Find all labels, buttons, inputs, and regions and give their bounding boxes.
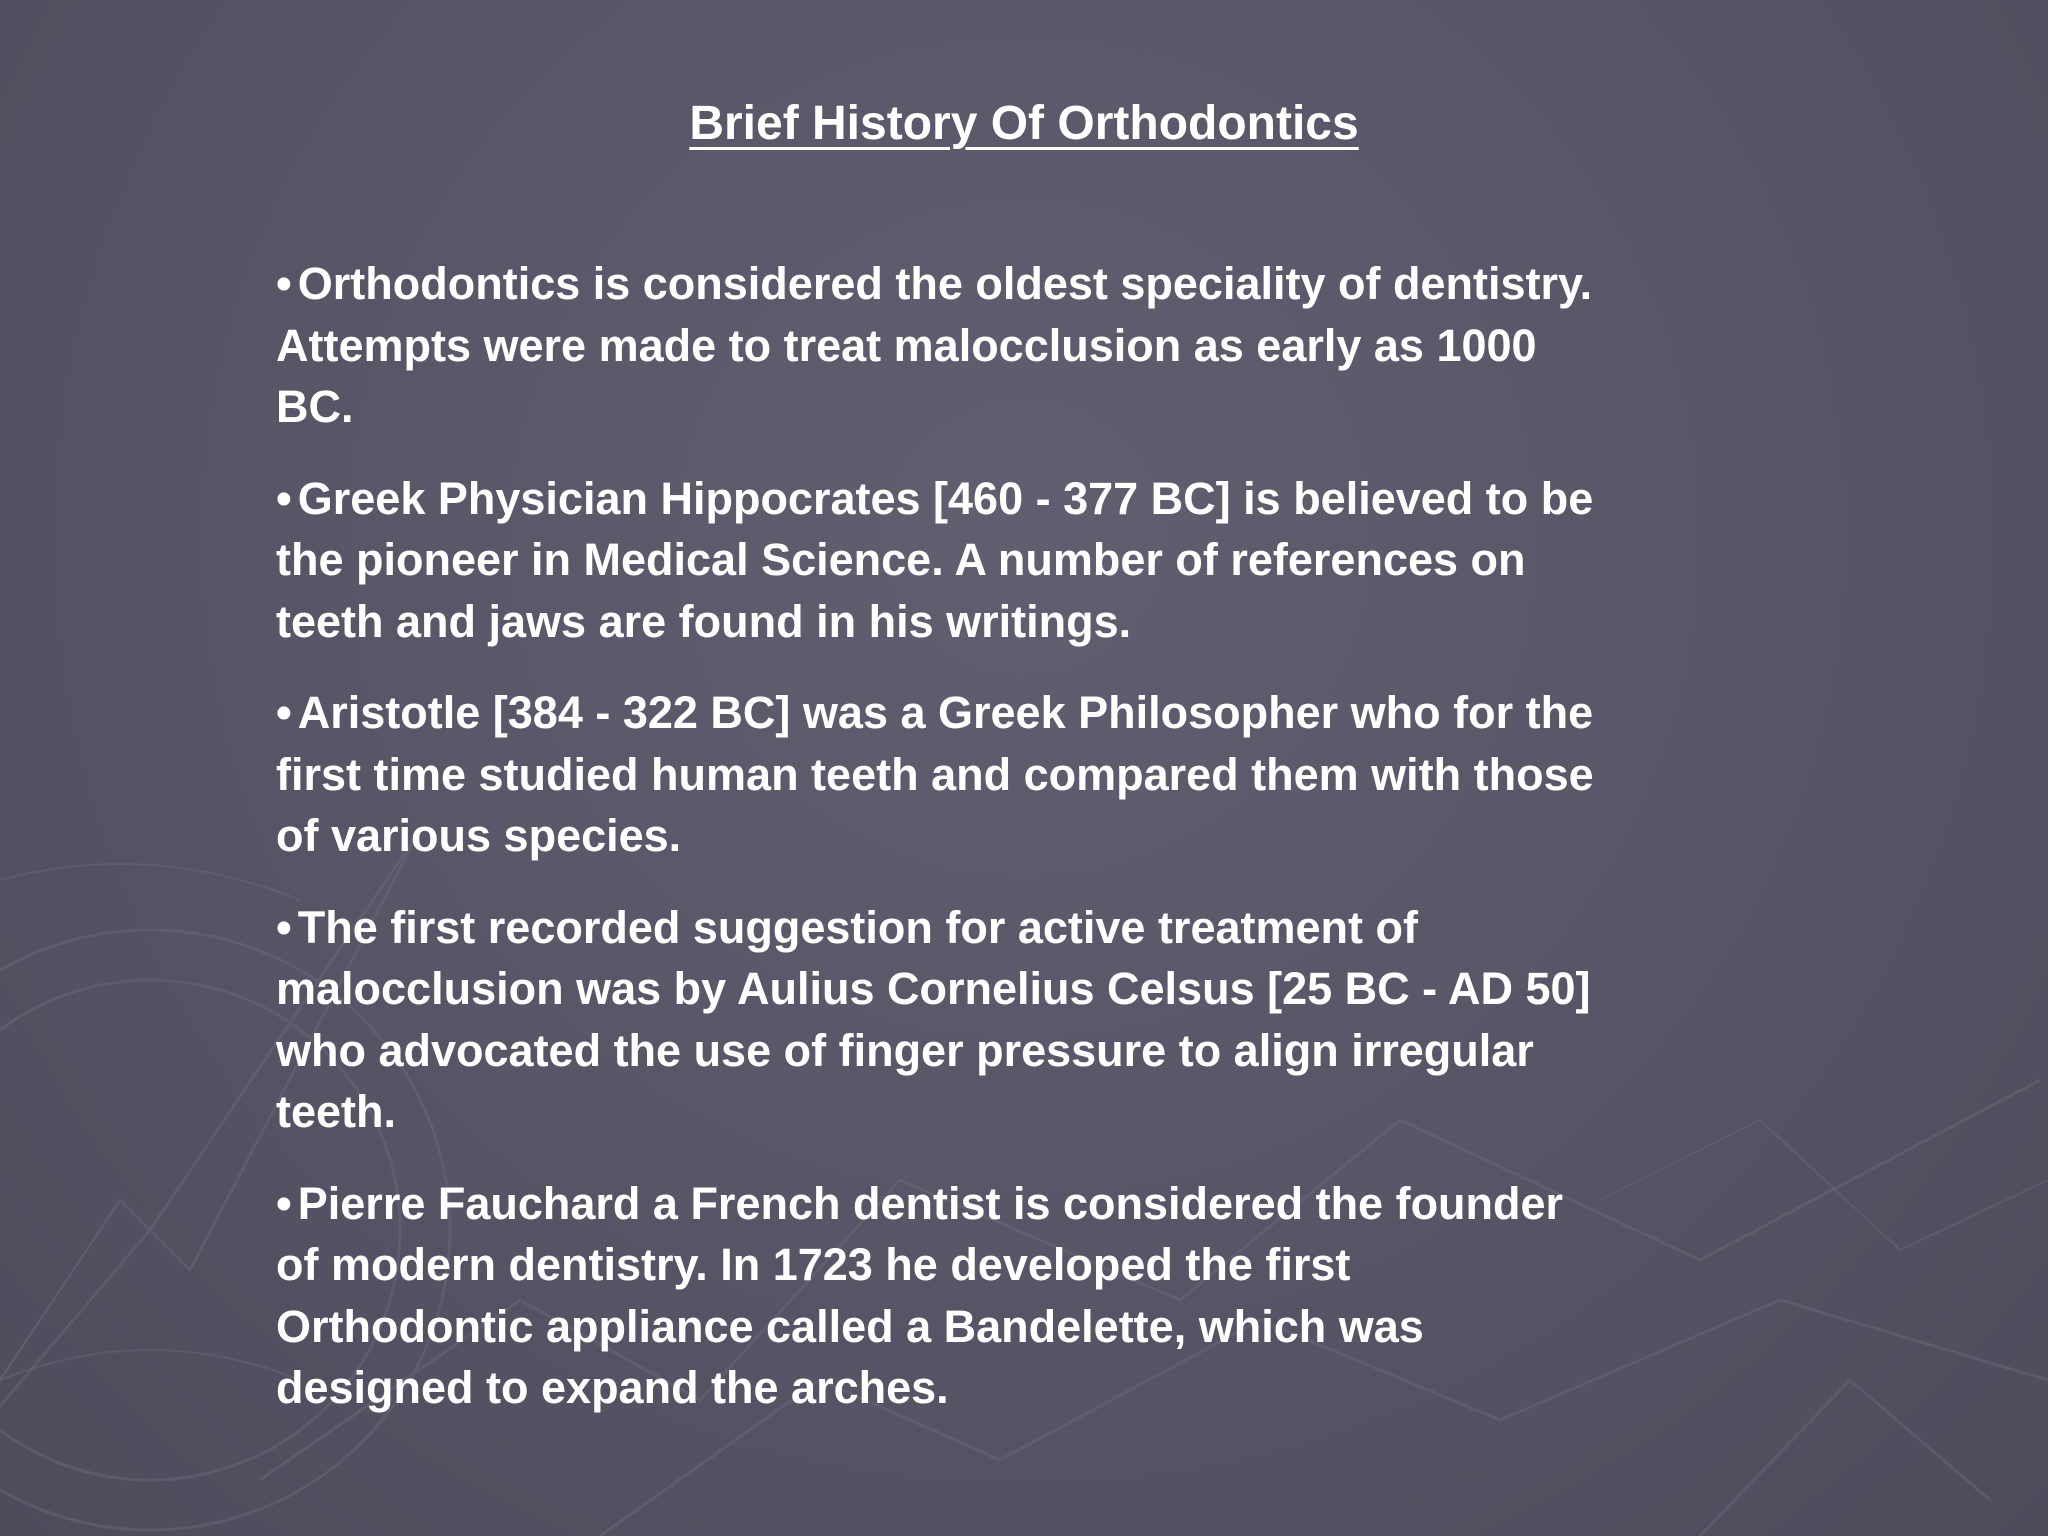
bullet-line: Orthodontics is considered the oldest speciality of dentistry. [297,258,1593,309]
bullet-line: first time studied human teeth and compared them with those [276,748,1594,800]
bullet-item [276,897,1796,1143]
bullet-line: teeth. [276,1086,397,1137]
bullet-line: designed to expand the arches. [276,1362,949,1413]
bullet-line: Aristotle [384 - 322 BC] was a Greek Philosopher who for the [297,687,1594,738]
slide-title: Brief History Of Orthodontics [689,97,1359,150]
bullet-item [276,1173,1796,1419]
bullet-line: Greek Physician Hippocrates [460 - 377 BC] is believed to be [297,472,1594,524]
bullet-line: of various species. [276,810,682,861]
bullet-line: Attempts were made to treat malocclusion as early as 1000 [276,319,1537,371]
bullet-line: Pierre Fauchard a French dentist is considered the founder [297,1177,1564,1229]
bullet-line: the pioneer in Medical Science. A number of references on [276,534,1526,585]
bullet-dot: • [276,1177,292,1229]
bullet-list [276,253,1796,1449]
bullet-line: who advocated the use of finger pressure to align irregular [276,1024,1534,1076]
bullet-item [276,468,1796,653]
bullet-line: of modern dentistry. In 1723 he developed the first [276,1239,1351,1290]
bullet-dot: • [276,901,292,953]
bullet-item [276,253,1796,438]
bullet-line: The first recorded suggestion for active treatment of [297,901,1418,953]
bullet-line: Orthodontic appliance called a Bandelette, which was [276,1300,1424,1352]
bullet-line: BC. [276,381,354,432]
bullet-dot: • [276,472,292,524]
bullet-item [276,682,1796,867]
bullet-line: teeth and jaws are found in his writings. [276,595,1132,647]
bullet-dot: • [276,687,292,738]
bullet-line: malocclusion was by Aulius Cornelius Celsus [25 BC - AD 50] [276,963,1591,1014]
bullet-dot: • [276,258,292,309]
